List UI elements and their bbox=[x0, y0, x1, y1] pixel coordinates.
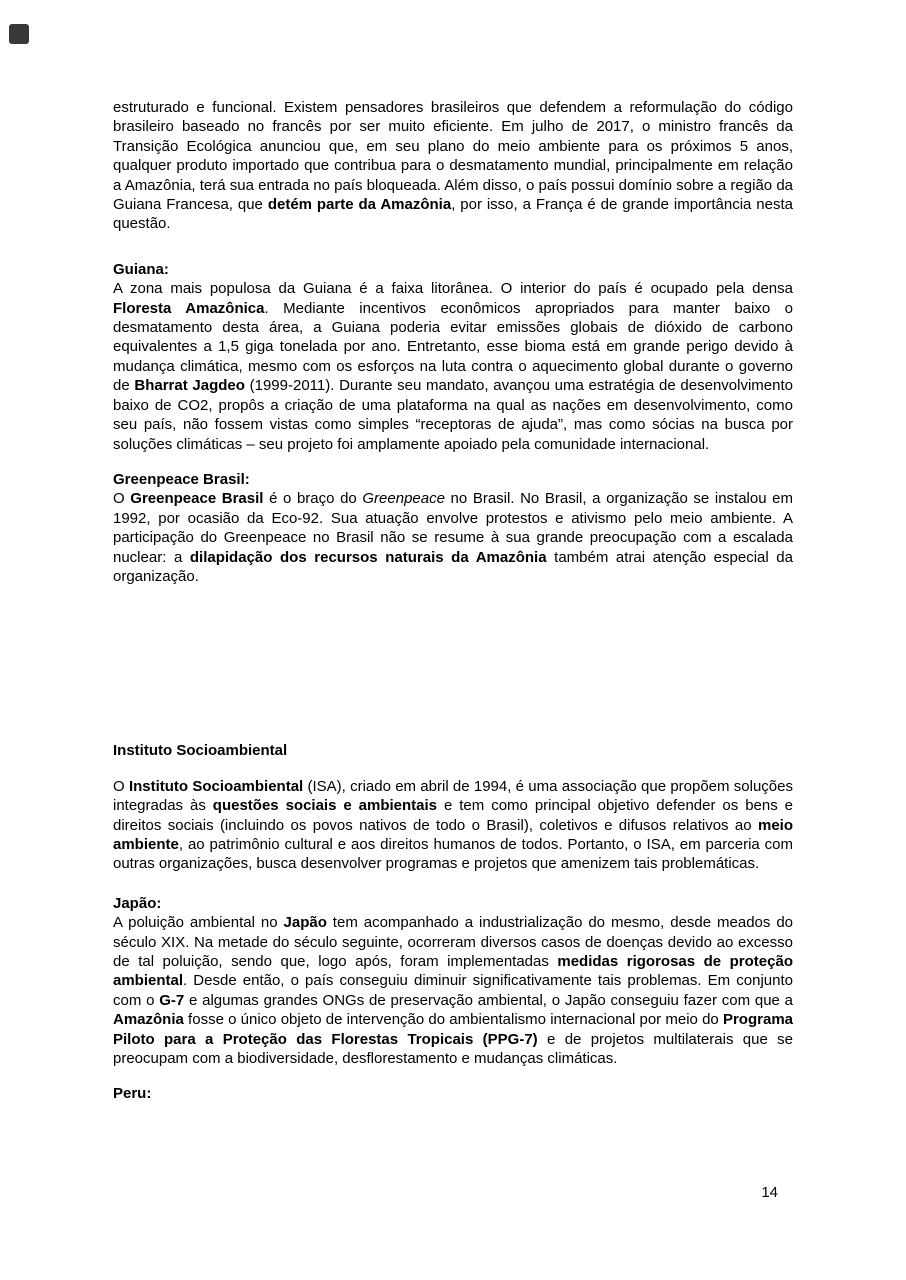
text-run: fosse o único objeto de intervenção do ambientalismo internacional por meio do bbox=[183, 1011, 723, 1029]
text-run: e algumas grandes ONGs de preservação ambiental, o Japão conseguiu fazer com que a bbox=[184, 991, 793, 1009]
text-run: A zona mais populosa da Guiana é a faixa litorânea. O interior do país é ocupado pela densa bbox=[113, 280, 793, 298]
text-run: questões sociais e ambientais bbox=[212, 797, 438, 815]
text-run: , ao patrimônio cultural e aos direitos humanos de todos. Portanto, o ISA, em parceria com outras organizações, busca desenvolver programas e projetos que amenizem tais problemáticas. bbox=[113, 835, 793, 873]
section-heading-guiana: Guiana: bbox=[113, 260, 169, 278]
text-run: (1999-2011). Durante seu mandato, avançou uma estratégia de desenvolvimento baixo de CO2, propôs a criação de uma plataforma na qual as nações em desenvolvimento, como seu país, não fossem vistas como simples “receptoras de ajuda”, mas como sócias na busca por soluções climáticas – seu projeto foi amplamente apoiado pela comunidade internacional. bbox=[113, 377, 793, 453]
section-paragraph-isa bbox=[113, 777, 793, 874]
text-run: Greenpeace bbox=[362, 490, 445, 508]
text-run: Amazônia bbox=[113, 1011, 184, 1029]
text-run: . Mediante incentivos econômicos apropriados para manter baixo o desmatamento desta área, a Guiana poderia evitar emissões globais de dióxido de carbono equivalentes a 1,5 giga tonelada por ano. Entretanto, esse bioma está em grande perigo devido à mudança climática, mesmo com os esforços na luta contra o aquecimento global durante o governo de bbox=[113, 299, 793, 395]
section-paragraph-japao bbox=[113, 913, 793, 1068]
section-heading-japao: Japão: bbox=[113, 894, 162, 912]
corner-marker bbox=[9, 24, 29, 44]
section-heading-greenpeace: Greenpeace Brasil: bbox=[113, 470, 250, 488]
section-heading-peru: Peru: bbox=[113, 1085, 152, 1103]
text-run: e tem como principal objetivo defender os bens e direitos sociais (incluindo os povos nativos de todo o Brasil), coletivos e difusos relativos ao bbox=[113, 797, 793, 834]
text-run: também atrai atenção especial da organização. bbox=[113, 548, 793, 585]
text-run: , por isso, a França é de grande importância nesta questão. bbox=[113, 196, 794, 233]
text-run: no Brasil. No Brasil, a organização se instalou em 1992, por ocasião da Eco-92. Sua atuação envolve protestos e ativismo pelo meio ambiente. A participação do Greenpeace no Brasil não se resume à sua grande preocupação com a escalada nuclear: a bbox=[113, 490, 794, 566]
text-run: Programa Piloto para a Proteção das Florestas Tropicais (PPG-7) bbox=[113, 1011, 793, 1048]
intro-paragraph bbox=[113, 98, 793, 234]
text-run: Japão bbox=[283, 914, 327, 932]
page-content bbox=[113, 98, 793, 1104]
section-paragraph-greenpeace bbox=[113, 489, 793, 586]
section-heading-isa: Instituto Socioambiental bbox=[113, 742, 288, 760]
text-run: detém parte da Amazônia bbox=[267, 196, 452, 214]
text-run: . Desde então, o país conseguiu diminuir significativamente tais problemas. Em conjunto com o bbox=[113, 972, 793, 1009]
text-run: (ISA), criado em abril de 1994, é uma associação que propõem soluções integradas às bbox=[113, 777, 793, 815]
page-number: 14 bbox=[761, 1184, 778, 1201]
text-run: G-7 bbox=[159, 991, 185, 1009]
text-run: O bbox=[113, 490, 131, 508]
text-run: estruturado e funcional. Existem pensadores brasileiros que defendem a reformulação do código brasileiro baseado no francês por ser muito eficiente. Em julho de 2017, o ministro francês da Transição Ecológica anunciou que, em seu plano do meio ambiente para os próximos 5 anos, qualquer produto importado que contribua para o desmatamento mundial, principalmente em relação a Amazônia, terá sua entrada no país bloqueada. Além disso, o país possui domínio sobre a região da Guiana Francesa, que bbox=[113, 99, 793, 214]
text-run: é o braço do bbox=[263, 490, 363, 508]
text-run: dilapidação dos recursos naturais da Amazônia bbox=[189, 548, 547, 566]
text-run: A poluição ambiental no bbox=[113, 914, 284, 932]
text-run: Bharrat Jagdeo bbox=[134, 377, 245, 395]
text-run: meio ambiente bbox=[113, 816, 793, 853]
text-run: Floresta Amazônica bbox=[113, 299, 265, 317]
text-run: tem acompanhado a industrialização do mesmo, desde meados do século XIX. Na metade do século seguinte, ocorreram diversos casos de doenças devido ao excesso de tal poluição, sendo que, logo após, foram implementadas bbox=[113, 914, 794, 970]
text-run: O bbox=[113, 777, 129, 795]
text-run: medidas rigorosas de proteção ambiental bbox=[113, 953, 793, 990]
section-paragraph-guiana bbox=[113, 279, 793, 454]
text-run: Greenpeace Brasil bbox=[130, 490, 264, 508]
text-run: Instituto Socioambiental bbox=[128, 777, 304, 795]
text-run: e de projetos multilaterais que se preocupam com a biodiversidade, desflorestamento e mudanças climáticas. bbox=[113, 1030, 793, 1068]
